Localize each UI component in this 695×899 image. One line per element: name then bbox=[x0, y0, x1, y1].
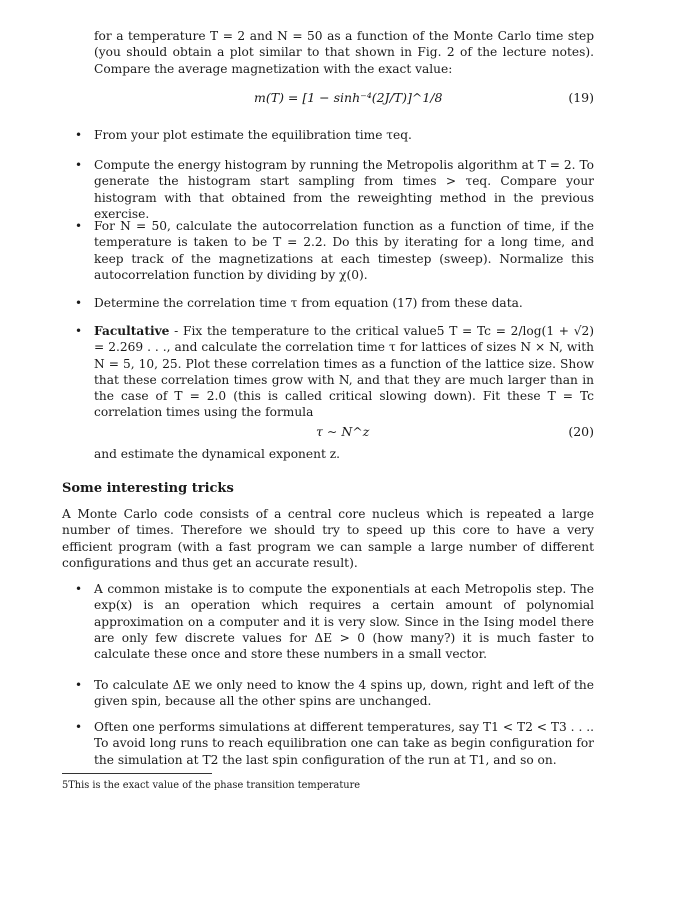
bullet-dot-icon: • bbox=[75, 158, 83, 172]
facultative-text: - Fix the temperature to the critical value5 T = Tc = 2/log(1 + √2) = 2.269 . . ., and calculate the correlation time τ for lattices of sizes N × N, with N = 5, 10, 25. Plot these correlation times as a function of the lattice size. Show that these correlation times grow with N, and that they are much larger than in the case of T = 2.0 (this is called critical slowing down). Fit these T = Tc correlation times using the formula bbox=[94, 324, 595, 420]
list-item-exponentials: A common mistake is to compute the exponentials at each Metropolis step. The exp(x) is an operation which requires a certain amount of polynomial approximation on a computer and it is very slow. Since in the Ising model there are only few discrete values for ΔE > 0 (how many?) it is much faster to calculate these once and store these numbers in a small vector. bbox=[94, 582, 594, 662]
equation-20 bbox=[94, 420, 594, 444]
after-equation-20: and estimate the dynamical exponent z. bbox=[94, 447, 341, 461]
equation-20-formula: τ ∼ N^z bbox=[316, 424, 370, 439]
bullet-dot-icon: • bbox=[75, 720, 83, 734]
bullet-dot-icon: • bbox=[75, 582, 83, 596]
footnote: 5This is the exact value of the phase transition temperature bbox=[62, 780, 361, 791]
facultative-label: Facultative bbox=[94, 324, 170, 338]
bullet-dot-icon: • bbox=[75, 128, 83, 142]
bullet-dot-icon: • bbox=[75, 324, 83, 338]
list-item-energy-histogram: Compute the energy histogram by running the Metropolis algorithm at T = 2. To generate the histogram start sampling from times > τeq. Compare your histogram with that obtained from the reweighting method in the previous exercise. bbox=[94, 158, 594, 221]
list-item-facultative bbox=[94, 323, 594, 421]
list-item-temperatures: Often one performs simulations at different temperatures, say T1 < T2 < T3 . . .. To avoid long runs to reach equilibration one can take as begin configuration for the simulation at T2 the last spin configuration of the run at T1, and so on. bbox=[94, 720, 594, 767]
list-item-delta-e: To calculate ΔE we only need to know the 4 spins up, down, right and left of the given spin, because all the other spins are unchanged. bbox=[94, 678, 594, 709]
list-item-correlation-time: Determine the correlation time τ from equation (17) from these data. bbox=[94, 296, 523, 310]
bullet-dot-icon: • bbox=[75, 219, 83, 233]
section-paragraph: A Monte Carlo code consists of a central core nucleus which is repeated a large number of times. Therefore we should try to speed up this core to have a very efficient program (with a fast program we can sample a large number of different configurations and thus get an accurate result). bbox=[62, 507, 594, 570]
section-heading: Some interesting tricks bbox=[62, 481, 234, 496]
bullet-dot-icon: • bbox=[75, 296, 83, 310]
equation-20-number: (20) bbox=[568, 424, 594, 439]
list-item-equilibration: From your plot estimate the equilibration time τeq. bbox=[94, 128, 412, 142]
equation-19-formula: m(T) = [1 − sinh⁻⁴(2J/T)]^1/8 bbox=[254, 90, 443, 105]
bullet-dot-icon: • bbox=[75, 678, 83, 692]
equation-19 bbox=[94, 86, 594, 110]
intro-paragraph: for a temperature T = 2 and N = 50 as a function of the Monte Carlo time step (you should obtain a plot similar to that shown in Fig. 2 of the lecture notes). Compare the average magnetization with the exact value: bbox=[94, 29, 594, 76]
footnote-rule bbox=[62, 773, 212, 774]
equation-19-number: (19) bbox=[568, 90, 594, 105]
list-item-autocorrelation: For N = 50, calculate the autocorrelation function as a function of time, if the temperature is taken to be T = 2.2. Do this by iterating for a long time, and keep track of the magnetizations at each timestep (sweep). Normalize this autocorrelation function by dividing by χ(0). bbox=[94, 219, 594, 282]
